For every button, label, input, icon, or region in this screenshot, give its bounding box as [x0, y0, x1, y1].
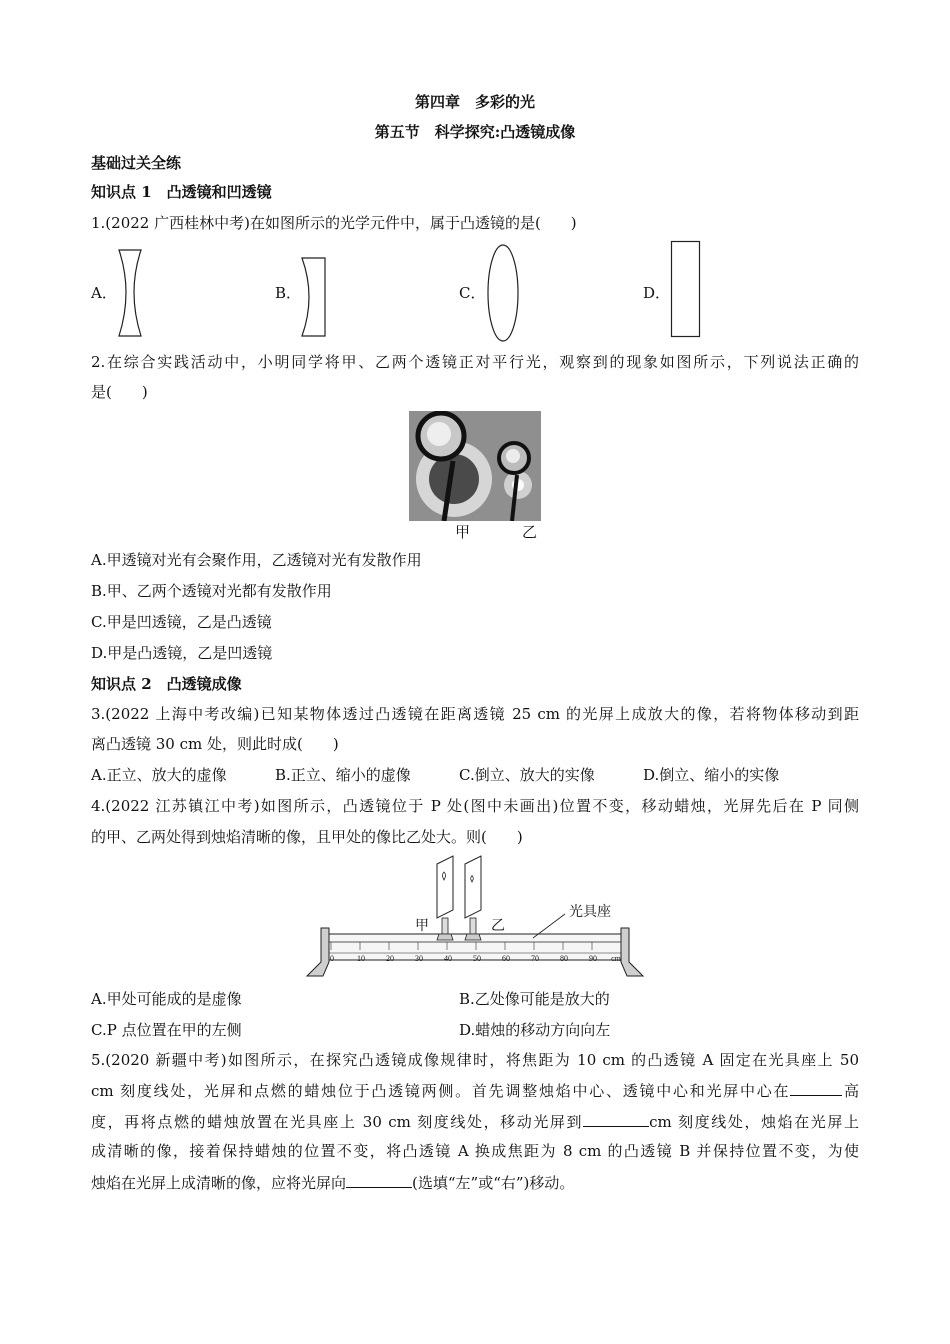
question-5-line-4: 成清晰的像，接着保持蜡烛的位置不变，将凸透镜 A 换成焦距为 8 cm 的凸透镜 B 并保持位置不变，为使: [91, 1142, 859, 1160]
q4-option-d: D.蜡烛的移动方向向左: [459, 1021, 611, 1039]
q4-option-c: C.P 点位置在甲的左侧: [91, 1021, 242, 1039]
tick-label: 30: [415, 954, 423, 963]
q5-line-3-tail: cm 刻度线处，烛焰在光屏上: [649, 1113, 859, 1131]
q2-option-d: D.甲是凸透镜，乙是凹透镜: [91, 644, 273, 662]
section-title: 第五节 科学探究:凸透镜成像: [374, 123, 576, 141]
tick-label: 20: [386, 954, 394, 963]
question-2-line-1: 2.在综合实践活动中，小明同学将甲、乙两个透镜正对平行光，观察到的现象如图所示，下列说法正确的: [91, 353, 859, 371]
tick-label: 0: [330, 954, 334, 963]
q2-option-c: C.甲是凹透镜，乙是凸透镜: [91, 613, 272, 631]
q3-option-d: D.倒立、缩小的实像: [643, 766, 780, 784]
q3-option-b: B.正立、缩小的虚像: [275, 766, 411, 784]
question-4-line-1: 4.(2022 江苏镇江中考)如图所示，凸透镜位于 P 处(图中未画出)位置不变，移动蜡烛，光屏先后在 P 同侧: [91, 797, 859, 815]
tick-label: 60: [502, 954, 510, 963]
knowledge-point-2: 知识点 2 凸透镜成像: [91, 675, 242, 693]
flat-glass-figure: [670, 240, 702, 338]
tick-label: 80: [560, 954, 568, 963]
chapter-title: 第四章 多彩的光: [414, 93, 535, 111]
answer-blank-1[interactable]: [790, 1080, 842, 1096]
q1-option-b-label: B．: [275, 284, 302, 302]
concave-lens-figure: [115, 248, 145, 338]
q5-line-2-text: cm 刻度线处，光屏和点燃的蜡烛位于凸透镜两侧。首先调整烛焰中心、透镜中心和光屏中心在: [91, 1082, 791, 1100]
mark-jia: 甲: [415, 918, 429, 934]
q1-option-c-label: C．: [459, 284, 486, 302]
q4-option-b: B.乙处像可能是放大的: [459, 990, 610, 1008]
question-2-line-2: 是( ): [91, 383, 148, 401]
tick-label: 50: [473, 954, 481, 963]
question-5-line-5: [91, 1172, 574, 1193]
q1-option-a-label: A．: [91, 284, 117, 302]
q5-line-5-text: 烛焰在光屏上成清晰的像，应将光屏向: [91, 1174, 347, 1192]
question-3-line-2: 离凸透镜 30 cm 处，则此时成( ): [91, 735, 339, 753]
tick-label: 40: [444, 954, 452, 963]
meniscus-lens-figure: [298, 256, 328, 338]
question-5-line-2: [91, 1080, 859, 1101]
q5-line-3-text: 度，再将点燃的蜡烛放置在光具座上 30 cm 刻度线处，移动光屏到: [91, 1113, 584, 1131]
tick-label: 90: [589, 954, 597, 963]
q1-option-d-label: D．: [643, 284, 671, 302]
q4-option-a: A.甲处可能成的是虚像: [91, 990, 242, 1008]
q5-line-5-tail: (选填“左”或“右”)移动。: [412, 1174, 575, 1192]
bench-label: 光具座: [569, 904, 611, 920]
answer-blank-2[interactable]: [583, 1111, 649, 1127]
photo-label-jia: 甲: [455, 523, 471, 541]
answer-blank-3[interactable]: [346, 1172, 412, 1188]
photo-label-yi: 乙: [522, 523, 538, 541]
tick-label: 70: [531, 954, 539, 963]
q2-option-a: A.甲透镜对光有会聚作用，乙透镜对光有发散作用: [91, 551, 422, 569]
q2-option-b: B.甲、乙两个透镜对光都有发散作用: [91, 582, 332, 600]
question-4-line-2: 的甲、乙两处得到烛焰清晰的像，且甲处的像比乙处大。则( ): [91, 828, 523, 846]
practice-title: 基础过关全练: [91, 154, 182, 172]
optical-bench-figure: [303, 850, 653, 980]
question-3-line-1: 3.(2022 上海中考改编)已知某物体透过凸透镜在距离透镜 25 cm 的光屏上成放大的像，若将物体移动到距: [91, 705, 859, 723]
mark-yi: 乙: [491, 918, 505, 934]
q3-option-c: C.倒立、放大的实像: [459, 766, 595, 784]
convex-lens-figure: [485, 243, 521, 343]
q5-line-2-tail: 高: [842, 1082, 859, 1100]
tick-label: 10: [357, 954, 365, 963]
question-5-line-1: 5.(2020 新疆中考)如图所示，在探究凸透镜成像规律时，将焦距为 10 cm 的凸透镜 A 固定在光具座上 50: [91, 1051, 859, 1069]
knowledge-point-1: 知识点 1 凸透镜和凹透镜: [91, 183, 272, 201]
scale-unit: cm: [611, 954, 621, 963]
lens-photo: [409, 411, 541, 521]
q3-option-a: A.正立、放大的虚像: [91, 766, 227, 784]
question-1-stem: 1.(2022 广西桂林中考)在如图所示的光学元件中，属于凸透镜的是( ): [91, 214, 577, 232]
question-5-line-3: [91, 1111, 859, 1132]
